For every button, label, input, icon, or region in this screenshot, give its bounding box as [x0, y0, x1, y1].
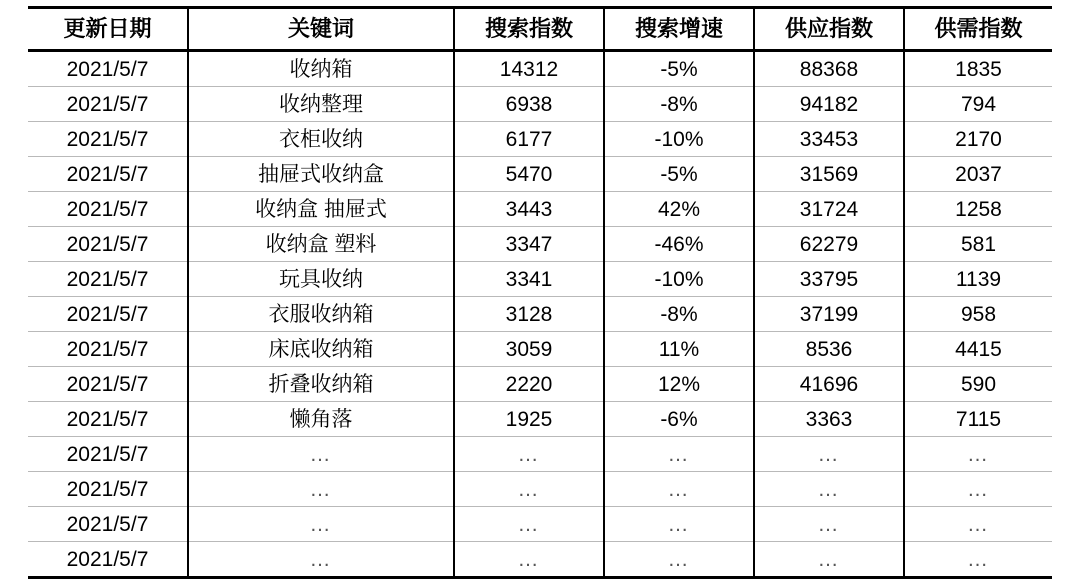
cell-search-growth: 11%: [604, 332, 754, 367]
cell-search-growth: -5%: [604, 157, 754, 192]
cell-supply-index: …: [754, 542, 904, 578]
cell-supply-index: …: [754, 472, 904, 507]
cell-keyword: 收纳盒 抽屉式: [188, 192, 454, 227]
cell-supply-demand-index: 2037: [904, 157, 1052, 192]
cell-search-growth: -5%: [604, 51, 754, 87]
cell-keyword: 抽屉式收纳盒: [188, 157, 454, 192]
table-row: [28, 507, 1052, 542]
table-row: [28, 472, 1052, 507]
cell-update-date: 2021/5/7: [28, 227, 188, 262]
cell-search-growth: -10%: [604, 122, 754, 157]
cell-supply-demand-index: 581: [904, 227, 1052, 262]
cell-search-index: …: [454, 507, 604, 542]
cell-search-growth: -8%: [604, 87, 754, 122]
cell-search-index: …: [454, 542, 604, 578]
cell-search-index: 3128: [454, 297, 604, 332]
cell-supply-index: 94182: [754, 87, 904, 122]
table-row: [28, 227, 1052, 262]
column-header-search-index: 搜索指数: [454, 8, 604, 51]
cell-search-index: 6938: [454, 87, 604, 122]
cell-search-index: 3347: [454, 227, 604, 262]
cell-search-index: 2220: [454, 367, 604, 402]
cell-supply-demand-index: …: [904, 507, 1052, 542]
cell-supply-index: 3363: [754, 402, 904, 437]
column-header-search-growth: 搜索增速: [604, 8, 754, 51]
cell-update-date: 2021/5/7: [28, 122, 188, 157]
cell-keyword: 折叠收纳箱: [188, 367, 454, 402]
table-row: [28, 51, 1052, 87]
cell-search-index: 14312: [454, 51, 604, 87]
cell-supply-demand-index: 1139: [904, 262, 1052, 297]
table-row: [28, 297, 1052, 332]
cell-supply-index: 41696: [754, 367, 904, 402]
cell-search-index: 3059: [454, 332, 604, 367]
cell-supply-demand-index: 2170: [904, 122, 1052, 157]
cell-supply-demand-index: …: [904, 542, 1052, 578]
cell-supply-index: 37199: [754, 297, 904, 332]
cell-supply-demand-index: 7115: [904, 402, 1052, 437]
column-header-supply-demand-index: 供需指数: [904, 8, 1052, 51]
cell-keyword: 玩具收纳: [188, 262, 454, 297]
cell-search-growth: 12%: [604, 367, 754, 402]
column-header-update-date: 更新日期: [28, 8, 188, 51]
table-row: [28, 402, 1052, 437]
cell-update-date: 2021/5/7: [28, 51, 188, 87]
cell-keyword: 衣服收纳箱: [188, 297, 454, 332]
cell-search-growth: -8%: [604, 297, 754, 332]
cell-supply-demand-index: …: [904, 472, 1052, 507]
cell-supply-index: 88368: [754, 51, 904, 87]
cell-search-index: …: [454, 472, 604, 507]
cell-keyword: 收纳整理: [188, 87, 454, 122]
cell-search-index: …: [454, 437, 604, 472]
cell-search-index: 3443: [454, 192, 604, 227]
cell-update-date: 2021/5/7: [28, 297, 188, 332]
cell-supply-demand-index: 4415: [904, 332, 1052, 367]
table-row: [28, 122, 1052, 157]
cell-supply-demand-index: 1258: [904, 192, 1052, 227]
cell-search-growth: …: [604, 542, 754, 578]
cell-supply-index: 8536: [754, 332, 904, 367]
cell-supply-index: …: [754, 437, 904, 472]
cell-search-growth: …: [604, 472, 754, 507]
cell-supply-index: 62279: [754, 227, 904, 262]
cell-update-date: 2021/5/7: [28, 157, 188, 192]
table-row: [28, 437, 1052, 472]
cell-keyword: …: [188, 507, 454, 542]
cell-update-date: 2021/5/7: [28, 507, 188, 542]
table-row: [28, 542, 1052, 578]
cell-keyword: …: [188, 542, 454, 578]
cell-update-date: 2021/5/7: [28, 472, 188, 507]
cell-supply-index: …: [754, 507, 904, 542]
cell-supply-index: 31569: [754, 157, 904, 192]
cell-supply-demand-index: 590: [904, 367, 1052, 402]
cell-search-growth: -10%: [604, 262, 754, 297]
table-row: [28, 332, 1052, 367]
table-row: [28, 157, 1052, 192]
cell-keyword: 衣柜收纳: [188, 122, 454, 157]
cell-search-index: 6177: [454, 122, 604, 157]
table-header: [28, 8, 1052, 51]
cell-keyword: 收纳盒 塑料: [188, 227, 454, 262]
cell-supply-demand-index: 958: [904, 297, 1052, 332]
cell-update-date: 2021/5/7: [28, 87, 188, 122]
cell-search-index: 1925: [454, 402, 604, 437]
table-body: [28, 51, 1052, 578]
column-header-supply-index: 供应指数: [754, 8, 904, 51]
cell-update-date: 2021/5/7: [28, 262, 188, 297]
cell-update-date: 2021/5/7: [28, 542, 188, 578]
cell-supply-demand-index: 1835: [904, 51, 1052, 87]
cell-keyword: 床底收纳箱: [188, 332, 454, 367]
cell-search-growth: -46%: [604, 227, 754, 262]
table-row: [28, 192, 1052, 227]
cell-search-growth: -6%: [604, 402, 754, 437]
cell-supply-index: 33795: [754, 262, 904, 297]
table-header-row: [28, 8, 1052, 51]
cell-search-growth: 42%: [604, 192, 754, 227]
cell-update-date: 2021/5/7: [28, 402, 188, 437]
cell-keyword: …: [188, 472, 454, 507]
cell-update-date: 2021/5/7: [28, 367, 188, 402]
cell-update-date: 2021/5/7: [28, 332, 188, 367]
cell-supply-index: 33453: [754, 122, 904, 157]
cell-supply-demand-index: 794: [904, 87, 1052, 122]
cell-supply-index: 31724: [754, 192, 904, 227]
cell-keyword: 懒角落: [188, 402, 454, 437]
cell-search-growth: …: [604, 507, 754, 542]
cell-search-index: 3341: [454, 262, 604, 297]
cell-update-date: 2021/5/7: [28, 192, 188, 227]
cell-update-date: 2021/5/7: [28, 437, 188, 472]
table-row: [28, 87, 1052, 122]
cell-supply-demand-index: …: [904, 437, 1052, 472]
keyword-index-table: [28, 6, 1052, 579]
table-row: [28, 367, 1052, 402]
cell-search-index: 5470: [454, 157, 604, 192]
cell-keyword: 收纳箱: [188, 51, 454, 87]
column-header-keyword: 关键词: [188, 8, 454, 51]
cell-search-growth: …: [604, 437, 754, 472]
table-row: [28, 262, 1052, 297]
cell-keyword: …: [188, 437, 454, 472]
